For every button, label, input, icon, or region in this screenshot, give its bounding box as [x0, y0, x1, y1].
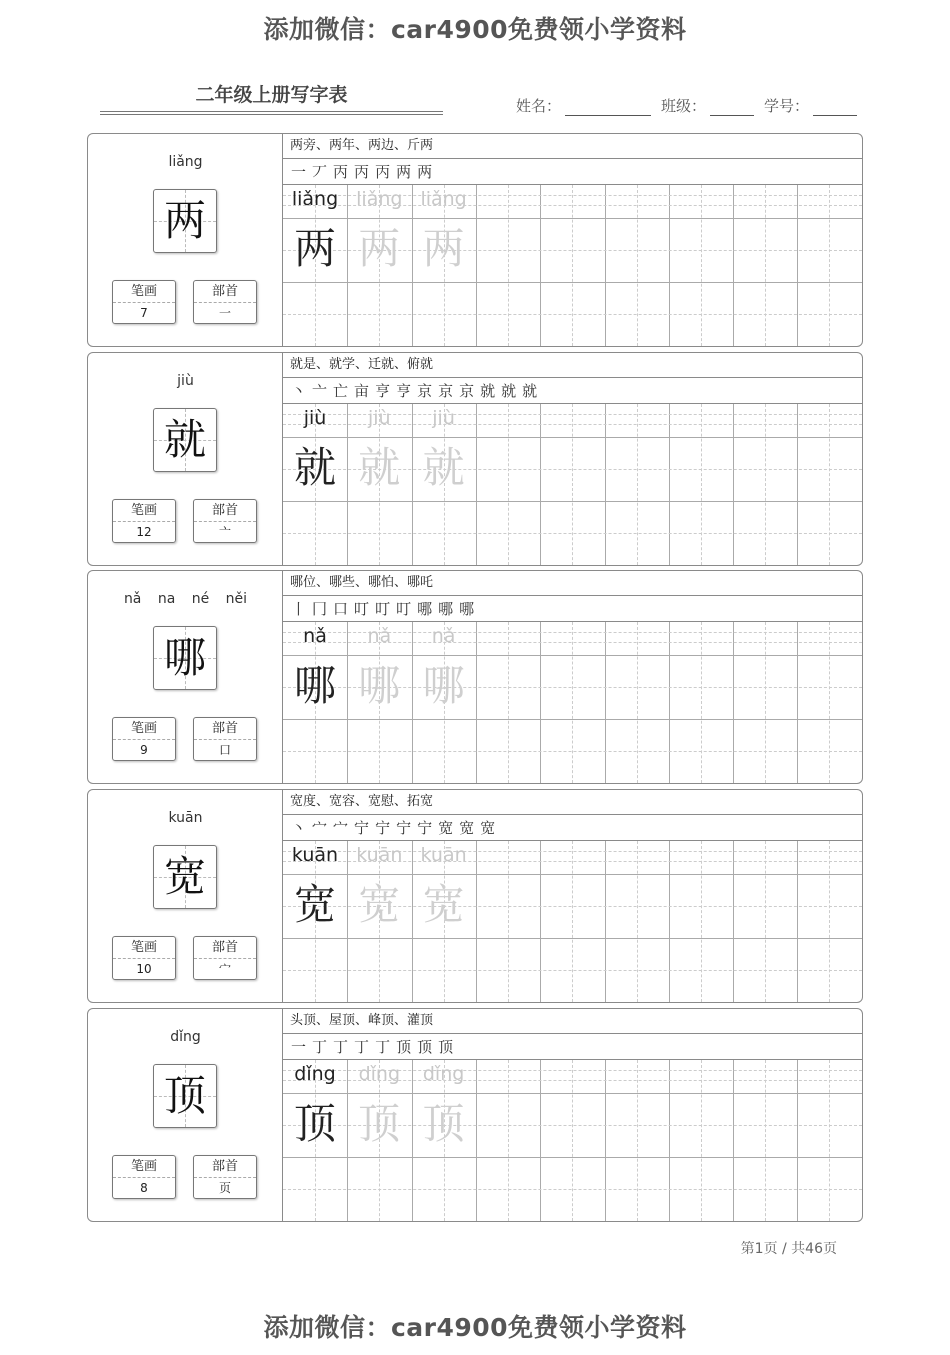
stroke-count-value: 7 — [140, 306, 148, 320]
grid-line — [540, 404, 541, 565]
stroke-step: 亨 — [375, 382, 397, 400]
stroke-step: 京 — [459, 382, 481, 400]
stroke-step: 丁 — [333, 1038, 355, 1056]
grid-line — [733, 841, 734, 1002]
writing-grid[interactable] — [283, 841, 862, 1002]
stroke-step: 丆 — [312, 163, 334, 181]
grid-line — [540, 622, 541, 783]
pinyin-list: dǐng — [170, 1029, 201, 1045]
grid-guide — [283, 314, 862, 315]
grid-line — [797, 622, 798, 783]
stroke-step: 宽 — [438, 819, 460, 837]
grid-guide — [283, 970, 862, 971]
pinyin-list: liǎng — [168, 154, 203, 170]
model-char: 就 — [163, 415, 206, 464]
grid-guide — [765, 622, 766, 783]
char-cell: 顶 — [358, 1099, 401, 1148]
radical-label: 部首 — [194, 718, 256, 740]
stroke-step: 口 — [333, 600, 355, 618]
pinyin-cell: jiù — [303, 407, 327, 429]
char-card — [87, 789, 863, 1003]
grid-guide — [283, 751, 862, 752]
grid-line — [733, 1060, 734, 1221]
stroke-step: 宁 — [375, 819, 397, 837]
model-char: 顶 — [163, 1071, 206, 1120]
stroke-step: 两 — [417, 163, 439, 181]
model-char-box — [153, 845, 217, 909]
writing-grid[interactable] — [283, 1060, 862, 1221]
grid-guide — [637, 1060, 638, 1221]
pinyin-cell: kuān — [291, 844, 339, 866]
char-info-panel — [88, 790, 283, 1002]
stroke-step: 宽 — [480, 819, 502, 837]
id-label: 学号： — [764, 97, 810, 115]
radical-value: 宀 — [218, 962, 231, 976]
stroke-count-box — [112, 936, 176, 980]
radical-box — [193, 280, 257, 324]
stroke-count-label: 笔画 — [113, 1156, 175, 1178]
grid-line — [283, 282, 862, 283]
model-char: 两 — [163, 196, 206, 245]
stroke-count-box — [112, 717, 176, 761]
stroke-step: 丁 — [375, 1038, 397, 1056]
grid-guide — [829, 622, 830, 783]
grid-line — [605, 622, 606, 783]
stroke-step: 京 — [417, 382, 439, 400]
grid-guide — [829, 1060, 830, 1221]
grid-guide — [508, 185, 509, 346]
grid-guide — [572, 404, 573, 565]
grid-guide — [637, 622, 638, 783]
word-examples: 宽度、宽容、宽慰、拓宽 — [283, 790, 862, 815]
grid-line — [669, 841, 670, 1002]
grid-line — [669, 185, 670, 346]
grid-line — [669, 1060, 670, 1221]
stroke-step: 冂 — [312, 600, 334, 618]
grid-guide — [701, 404, 702, 565]
word-examples: 两旁、两年、两边、斤两 — [283, 134, 862, 159]
writing-grid[interactable] — [283, 404, 862, 565]
grid-guide — [283, 1189, 862, 1190]
grid-guide — [508, 841, 509, 1002]
id-line[interactable] — [813, 98, 857, 116]
radical-box — [193, 1155, 257, 1199]
stroke-order — [283, 378, 862, 404]
stroke-order — [283, 159, 862, 185]
model-char-box — [153, 408, 217, 472]
radical-label: 部首 — [194, 937, 256, 959]
stroke-step: 京 — [438, 382, 460, 400]
stroke-step: 就 — [522, 382, 544, 400]
pinyin-list: nǎ na né něi — [123, 591, 248, 607]
stroke-step: 丙 — [333, 163, 355, 181]
grid-line — [797, 1060, 798, 1221]
model-char-box — [153, 626, 217, 690]
char-card — [87, 133, 863, 347]
char-card — [87, 1008, 863, 1222]
pinyin-cell: dǐng — [294, 1063, 336, 1085]
char-card — [87, 352, 863, 566]
model-char-box — [153, 189, 217, 253]
grid-guide — [508, 1060, 509, 1221]
stroke-count-label: 笔画 — [113, 500, 175, 522]
grid-guide — [572, 1060, 573, 1221]
char-cell: 宽 — [293, 880, 336, 929]
watermark-top: 添加微信：car4900免费领小学资料 — [263, 15, 687, 44]
grid-guide — [829, 841, 830, 1002]
title-underline-2 — [100, 114, 443, 115]
grid-line — [797, 841, 798, 1002]
grid-line — [733, 622, 734, 783]
char-cell: 顶 — [293, 1099, 336, 1148]
char-info-panel — [88, 353, 283, 565]
grid-line — [669, 404, 670, 565]
stroke-order — [283, 815, 862, 841]
stroke-step: 宁 — [396, 819, 418, 837]
pinyin-cell: jiù — [432, 407, 455, 429]
grid-line — [669, 622, 670, 783]
stroke-step: 丨 — [291, 600, 313, 618]
class-label: 班级： — [661, 97, 707, 115]
char-cell: 哪 — [422, 661, 465, 710]
grid-guide — [283, 533, 862, 534]
stroke-step: 亩 — [354, 382, 376, 400]
model-char-box — [153, 1064, 217, 1128]
word-examples: 头顶、屋顶、峰顶、灌顶 — [283, 1009, 862, 1034]
grid-line — [476, 404, 477, 565]
grid-guide — [701, 841, 702, 1002]
grid-line — [733, 185, 734, 346]
grid-line — [797, 185, 798, 346]
char-cell: 就 — [358, 443, 401, 492]
stroke-step: 丙 — [354, 163, 376, 181]
practice-panel — [283, 571, 862, 783]
grid-guide — [701, 622, 702, 783]
grid-guide — [829, 404, 830, 565]
writing-grid[interactable] — [283, 622, 862, 783]
grid-line — [476, 622, 477, 783]
stroke-step: 哪 — [417, 600, 439, 618]
char-cell: 两 — [293, 224, 336, 273]
grid-guide — [637, 841, 638, 1002]
stroke-step: 亠 — [312, 382, 334, 400]
practice-panel — [283, 134, 862, 346]
pinyin-cell: liǎng — [291, 188, 339, 210]
stroke-step: 叮 — [375, 600, 397, 618]
radical-label: 部首 — [194, 500, 256, 522]
stroke-count-label: 笔画 — [113, 281, 175, 303]
stroke-step: 丶 — [291, 819, 313, 837]
stroke-order — [283, 1034, 862, 1060]
stroke-step: 叮 — [354, 600, 376, 618]
stroke-count-value: 12 — [136, 525, 152, 539]
watermark-bottom: 添加微信：car4900免费领小学资料 — [263, 1313, 687, 1342]
pinyin-cell: liǎng — [420, 188, 467, 210]
grid-guide — [765, 185, 766, 346]
grid-line — [733, 404, 734, 565]
char-cell: 哪 — [293, 661, 336, 710]
stroke-step: 顶 — [417, 1038, 439, 1056]
radical-box — [193, 717, 257, 761]
grid-guide — [637, 185, 638, 346]
char-info-panel — [88, 1009, 283, 1221]
pinyin-list: kuān — [168, 810, 203, 826]
grid-line — [605, 1060, 606, 1221]
char-info-panel — [88, 134, 283, 346]
stroke-count-label: 笔画 — [113, 937, 175, 959]
grid-guide — [701, 185, 702, 346]
pinyin-cell: nǎ — [303, 625, 327, 647]
page-indicator: 第1页 / 共46页 — [740, 1241, 837, 1257]
model-char: 哪 — [163, 633, 206, 682]
char-cell: 顶 — [422, 1099, 465, 1148]
grid-line — [605, 404, 606, 565]
id-field[interactable] — [764, 95, 857, 116]
pinyin-cell: liǎng — [356, 188, 403, 210]
stroke-step: 一 — [291, 163, 313, 181]
pinyin-cell: kuān — [420, 844, 467, 866]
student-fields — [516, 95, 857, 116]
char-cell: 宽 — [358, 880, 401, 929]
class-line[interactable] — [710, 98, 754, 116]
stroke-step: 就 — [501, 382, 523, 400]
stroke-step: 宁 — [354, 819, 376, 837]
stroke-count-value: 10 — [136, 962, 152, 976]
writing-grid[interactable] — [283, 185, 862, 346]
name-line[interactable] — [565, 98, 651, 116]
grid-line — [283, 719, 862, 720]
grid-line — [476, 1060, 477, 1221]
stroke-count-box — [112, 499, 176, 543]
stroke-step: 就 — [480, 382, 502, 400]
grid-guide — [829, 185, 830, 346]
stroke-step: 亡 — [333, 382, 355, 400]
stroke-step: 叮 — [396, 600, 418, 618]
grid-line — [476, 841, 477, 1002]
grid-guide — [572, 841, 573, 1002]
stroke-step: 宁 — [417, 819, 439, 837]
grid-guide — [765, 841, 766, 1002]
model-char: 宽 — [163, 852, 206, 901]
radical-value: 页 — [218, 1181, 231, 1195]
stroke-step: 丙 — [375, 163, 397, 181]
radical-box — [193, 499, 257, 543]
pinyin-cell: nǎ — [431, 625, 456, 647]
grid-guide — [765, 1060, 766, 1221]
grid-guide — [572, 622, 573, 783]
grid-line — [283, 501, 862, 502]
char-info-panel — [88, 571, 283, 783]
stroke-step: 哪 — [438, 600, 460, 618]
grid-guide — [765, 404, 766, 565]
title-underline — [100, 111, 443, 112]
grid-guide — [508, 622, 509, 783]
grid-guide — [637, 404, 638, 565]
practice-panel — [283, 790, 862, 1002]
radical-label: 部首 — [194, 1156, 256, 1178]
stroke-step: 丶 — [291, 382, 313, 400]
char-cell: 就 — [422, 443, 465, 492]
stroke-step: 宀 — [333, 819, 355, 837]
pinyin-cell: nǎ — [367, 625, 392, 647]
radical-value: 口 — [218, 743, 231, 757]
grid-guide — [572, 185, 573, 346]
grid-line — [540, 841, 541, 1002]
char-cell: 宽 — [422, 880, 465, 929]
practice-panel — [283, 1009, 862, 1221]
radical-value: 亠 — [218, 525, 231, 539]
grid-line — [476, 185, 477, 346]
pinyin-cell: dǐng — [422, 1063, 465, 1085]
grid-line — [283, 938, 862, 939]
stroke-count-value: 8 — [140, 1181, 148, 1195]
pinyin-list: jiù — [177, 373, 194, 389]
stroke-count-box — [112, 280, 176, 324]
pinyin-cell: dǐng — [358, 1063, 401, 1085]
grid-line — [605, 185, 606, 346]
grid-guide — [701, 1060, 702, 1221]
stroke-step: 丁 — [354, 1038, 376, 1056]
name-label: 姓名： — [516, 97, 562, 115]
pinyin-cell: jiù — [367, 407, 391, 429]
grid-line — [283, 1157, 862, 1158]
stroke-step: 哪 — [459, 600, 481, 618]
radical-box — [193, 936, 257, 980]
stroke-step: 一 — [291, 1038, 313, 1056]
grid-guide — [508, 404, 509, 565]
grid-line — [540, 1060, 541, 1221]
stroke-step: 丁 — [312, 1038, 334, 1056]
grid-line — [797, 404, 798, 565]
name-field[interactable] — [516, 95, 651, 116]
stroke-count-box — [112, 1155, 176, 1199]
word-examples: 就是、就学、迁就、俯就 — [283, 353, 862, 378]
radical-label: 部首 — [194, 281, 256, 303]
grid-line — [605, 841, 606, 1002]
stroke-step: 顶 — [396, 1038, 418, 1056]
stroke-step: 亨 — [396, 382, 418, 400]
stroke-count-label: 笔画 — [113, 718, 175, 740]
grid-line — [540, 185, 541, 346]
char-cell: 哪 — [358, 661, 401, 710]
stroke-count-value: 9 — [140, 743, 148, 757]
word-examples: 哪位、哪些、哪怕、哪吒 — [283, 571, 862, 596]
class-field[interactable] — [661, 95, 754, 116]
char-cell: 两 — [422, 224, 465, 273]
char-card — [87, 570, 863, 784]
char-cell: 两 — [358, 224, 401, 273]
stroke-step: 两 — [396, 163, 418, 181]
practice-panel — [283, 353, 862, 565]
pinyin-cell: kuān — [356, 844, 403, 866]
sheet-title: 二年级上册写字表 — [195, 84, 348, 106]
stroke-step: 宽 — [459, 819, 481, 837]
stroke-step: 顶 — [438, 1038, 460, 1056]
radical-value: 一 — [218, 306, 231, 320]
stroke-step: 宀 — [312, 819, 334, 837]
char-cell: 就 — [293, 443, 336, 492]
stroke-order — [283, 596, 862, 622]
